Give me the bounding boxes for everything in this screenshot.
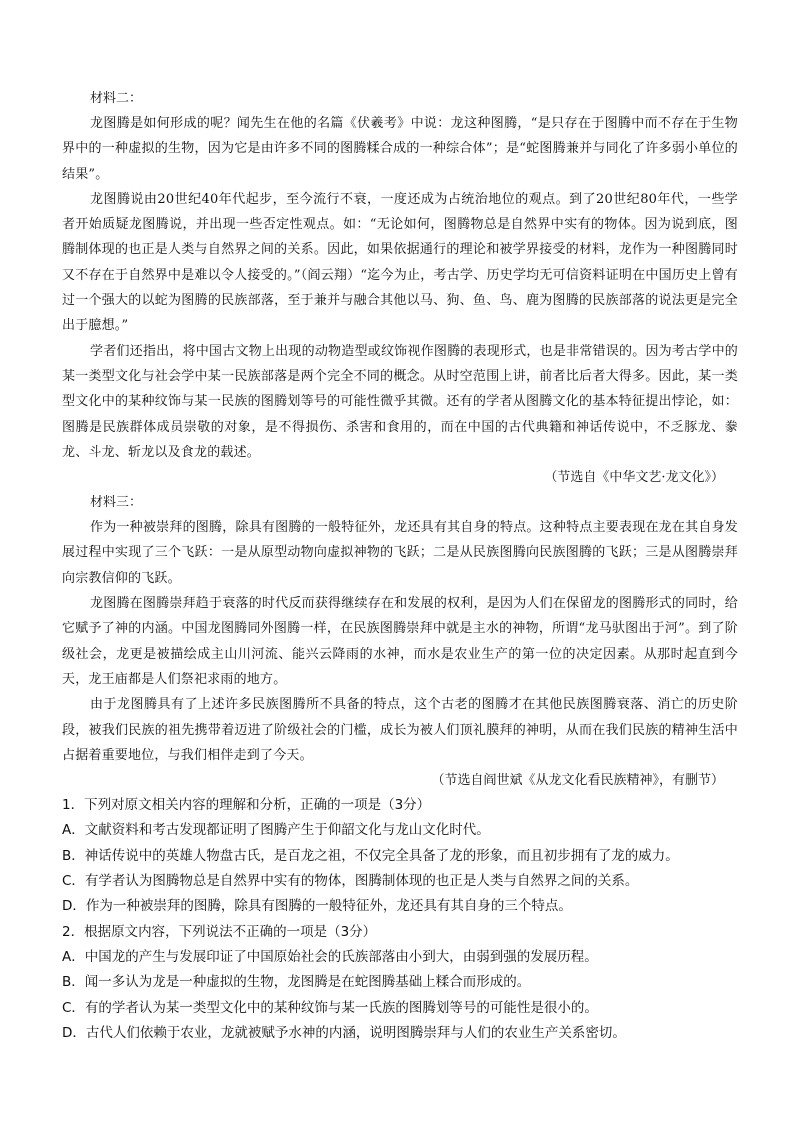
question-2 <box>62 920 738 1046</box>
question-2-option-c: C．有的学者认为某一类型文化中的某种纹饰与某一氏族的图腾划等号的可能性是很小的。 <box>62 999 598 1016</box>
question-1-option-c: C．有学者认为图腾物总是自然界中实有的物体，图腾制体现的也正是人类与自然界之间的关系。 <box>62 873 639 890</box>
material-3-source: （节选自阎世斌《从龙文化看民族精神》，有删节） <box>431 773 724 789</box>
material-3 <box>62 490 738 793</box>
question-1-stem: 1．下列对原文相关内容的理解和分析，正确的一项是（3分） <box>62 797 431 814</box>
material-2-paragraph-3: 学者们还指出，将中国古文物上出现的动物造型或纹饰视作图腾的表现形式，也是非常错误的。因为考古学中的某一类型文化与社会学中某一民族部落是两个完全不同的概念。从时空范围上讲，前者比后者大得多。因此，某一类型文化中的某种纹饰与某一民族的图腾划等号的可能性微乎其微。还有的学者从图腾文化的基本特征提出悖论，如：图腾是民族群体成员崇敬的对象，是不得损伤、杀害和食用的，而在中国的古代典籍和神话传说中，不乏豚龙、豢龙、斗龙、斩龙以及食龙的载述。 <box>62 343 738 460</box>
question-2-option-d: D．古代人们依赖于农业，龙就被赋予水神的内涵，说明图腾崇拜与人们的农业生产关系密切。 <box>62 1024 626 1041</box>
question-1-option-a: A．文献资料和考古发现都证明了图腾产生于仰韶文化与龙山文化时代。 <box>62 822 490 839</box>
material-2-paragraph-1: 龙图腾是如何形成的呢？闻先生在他的名篇《伏羲考》中说：龙这种图腾，“是只存在于图腾中而不存在于生物界中的一种虚拟的生物，因为它是由许多不同的图腾糅合成的一种综合体”；是“蛇图腾兼并与同化了许多弱小单位的结果”。 <box>62 116 738 182</box>
page-content <box>62 86 738 1046</box>
material-3-paragraph-3: 由于龙图腾具有了上述许多民族图腾所不具备的特点，这个古老的图腾才在其他民族图腾衰落、消亡的历史阶段，被我们民族的祖先携带着迈进了阶级社会的门槛，成长为被人们顶礼膜拜的神明，从而在我们民族的精神生活中占据着重要地位，与我们相伴走到了今天。 <box>62 697 738 763</box>
material-2 <box>62 86 738 490</box>
material-2-source: （节选自《中华文艺·龙文化》） <box>544 470 724 486</box>
question-1-option-d: D．作为一种被崇拜的图腾，除具有图腾的一般特征外，龙还具有其自身的三个特点。 <box>62 898 572 915</box>
question-1 <box>62 793 738 919</box>
question-1-option-b: B．神话传说中的英雄人物盘古氏，是百龙之祖，不仅完全具备了龙的形象，而且初步拥有了龙的威力。 <box>62 847 679 864</box>
material-2-heading: 材料二： <box>90 91 143 106</box>
material-3-paragraph-1: 作为一种被崇拜的图腾，除具有图腾的一般特征外，龙还具有其自身的特点。这种特点主要表现在龙在其自身发展过程中实现了三个飞跃：一是从原型动物向虚拟神物的飞跃；二是从民族图腾向民族图腾的飞跃；三是从图腾崇拜向宗教信仰的飞跃。 <box>62 520 738 586</box>
material-3-paragraph-2: 龙图腾在图腾崇拜趋于衰落的时代反而获得继续存在和发展的权利，是因为人们在保留龙的图腾形式的同时，给它赋予了神的内涵。中国龙图腾同外图腾一样，在民族图腾崇拜中就是主水的神物，所谓“龙马驮图出于河”。到了阶级社会，龙更是被描绘成主山川河流、能兴云降雨的水神，而水是农业生产的第一位的决定因素。从那时起直到今天，龙王庙都是人们祭祀求雨的地方。 <box>62 596 738 687</box>
question-2-stem: 2．根据原文内容，下列说法不正确的一项是（3分） <box>62 923 377 940</box>
material-2-paragraph-2: 龙图腾说由20世纪40年代起步，至今流行不衰，一度还成为占统治地位的观点。到了20世纪80年代，一些学者开始质疑龙图腾说，并出现一些否定性观点。如：“无论如何，图腾物总是自然界中实有的物体。因为说到底，图腾制体现的也正是人类与自然界之间的关系。因此，如果依据通行的理论和被学界接受的材料，龙作为一种图腾同时又不存在于自然界中是难以令人接受的。”（阎云翔）“迄今为止，考古学、历史学均无可信资料证明在中国历史上曾有过一个强大的以蛇为图腾的民族部落，至于兼并与融合其他以马、狗、鱼、鸟、鹿为图腾的民族部落的说法更是完全出于臆想。” <box>62 191 738 334</box>
material-3-heading: 材料三： <box>90 495 143 511</box>
question-2-option-a: A．中国龙的产生与发展印证了中国原始社会的氏族部落由小到大，由弱到强的发展历程。 <box>62 948 598 965</box>
question-2-option-b: B．闻一多认为龙是一种虚拟的生物，龙图腾是在蛇图腾基础上糅合而形成的。 <box>62 974 531 991</box>
